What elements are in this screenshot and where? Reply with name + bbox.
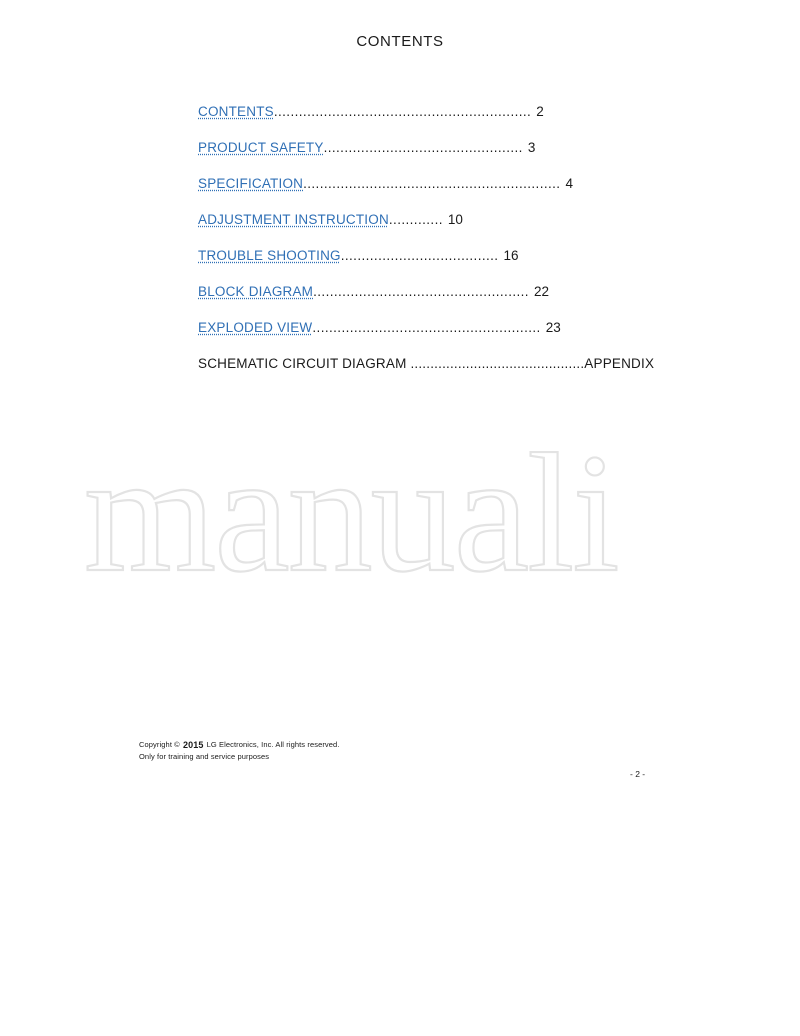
- toc-entry-dots: ..............................................................: [273, 104, 532, 119]
- copyright-prefix: Copyright ©: [139, 740, 180, 749]
- toc-entry-schematic-circuit-diagram: [198, 356, 718, 392]
- toc-entry-label[interactable]: BLOCK DIAGRAM: [198, 284, 314, 299]
- svg-text:manuali: manuali: [84, 440, 618, 600]
- toc-entry-page: 3: [527, 140, 536, 155]
- toc-entry-label[interactable]: SPECIFICATION: [198, 176, 304, 191]
- toc-entry-label[interactable]: PRODUCT SAFETY: [198, 140, 324, 155]
- toc-entry-trouble-shooting[interactable]: [198, 248, 718, 284]
- toc-entry-page: 2: [536, 104, 544, 119]
- copyright-year: 2015: [183, 740, 204, 750]
- toc-entry-page: 23: [545, 320, 561, 335]
- copyright-notice: [139, 739, 340, 763]
- toc-entry-exploded-view[interactable]: [198, 320, 718, 356]
- toc-entry-block-diagram[interactable]: [198, 284, 718, 320]
- toc-entry-dots: ....................................................: [313, 284, 529, 299]
- toc-entry-page: 22: [533, 284, 549, 299]
- toc-entry-label[interactable]: CONTENTS: [198, 104, 274, 119]
- copyright-suffix: LG Electronics, Inc. All rights reserved.: [206, 740, 340, 749]
- toc-entry-dots: ................................................: [323, 140, 523, 155]
- page-number: - 2 -: [630, 769, 646, 779]
- watermark-manuali: [84, 440, 714, 600]
- table-of-contents: [198, 104, 718, 392]
- toc-entry-dots: ......................................: [340, 248, 499, 263]
- toc-entry-page: 16: [503, 248, 519, 263]
- toc-entry-dots: .............: [388, 212, 443, 227]
- toc-entry-dots: .......................................................: [312, 320, 541, 335]
- toc-entry-label[interactable]: EXPLODED VIEW: [198, 320, 313, 335]
- page-title: CONTENTS: [356, 33, 444, 50]
- toc-entry-page: 10: [447, 212, 463, 227]
- toc-entry-page: 4: [565, 176, 573, 191]
- toc-entry-contents[interactable]: [198, 104, 718, 140]
- toc-entry-label[interactable]: TROUBLE SHOOTING: [198, 248, 341, 263]
- toc-entry-product-safety[interactable]: [198, 140, 718, 176]
- toc-entry-specification[interactable]: [198, 176, 718, 212]
- toc-entry-label: SCHEMATIC CIRCUIT DIAGRAM ............................................APPENDIX: [198, 356, 655, 371]
- copyright-line-1: [139, 739, 340, 752]
- copyright-line-2: Only for training and service purposes: [139, 752, 270, 762]
- toc-entry-label[interactable]: ADJUSTMENT INSTRUCTION: [198, 212, 389, 227]
- toc-entry-dots: ..............................................................: [303, 176, 561, 191]
- toc-entry-adjustment-instruction[interactable]: [198, 212, 718, 248]
